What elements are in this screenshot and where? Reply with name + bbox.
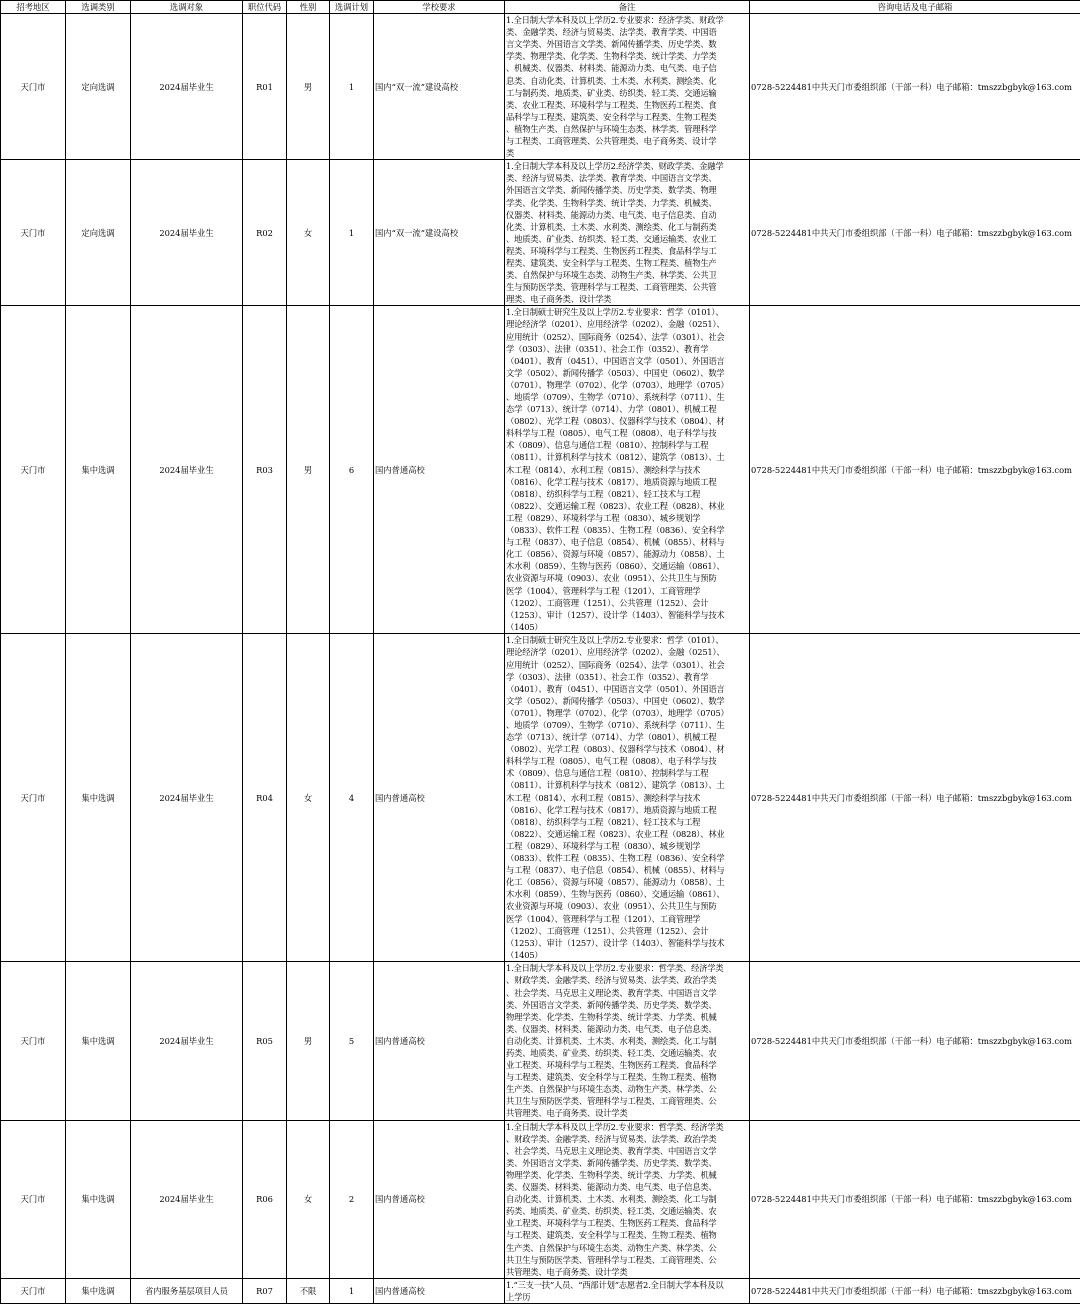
cell-category: 定向选调 [66,14,131,160]
cell-plan: 2 [330,1120,374,1278]
header-contact: 咨询电话及电子邮箱 [750,1,1080,14]
cell-region: 天门市 [1,1120,66,1278]
cell-target: 2024届毕业生 [131,14,243,160]
cell-gender: 不限 [287,1278,330,1303]
header-target: 选调对象 [131,1,243,14]
cell-contact: 0728-5224481中共天门市委组织部（干部一科）电子邮箱：tmszzbgbyk@163.com [750,1120,1080,1278]
table-row [1,634,1080,962]
cell-notes: 1.全日制硕士研究生及以上学历2.专业要求：哲学（0101）、 理论经济学（0201）、应用经济学（0202）、金融（0251）、 应用统计（0252）、国际商务（0254）、法学（0301）、社会 学（0303）、法律（0351）、社会工作（0352）、教育学 （0401）、教育（0451）、中国语言文学（0501）、外国语言 文学（0502）、新闻传播学（0503）、中国史（0602）、数学 （0701）、物理学（0702）、化学（0703）、地理学（0705） 、地质学（0709）、生物学（0710）、系统科学（0711）、生 态学（0713）、统计学（0714）、力学（0801）、机械工程 （0802）、光学工程（0803）、仪器科学与技术（0804）、材 料科学与工程（0805）、电气工程（0808）、电子科学与技 术（0809）、信息与通信工程（0810）、控制科学与工程 （0811）、计算机科学与技术（0812）、建筑学（0813）、土 木工程（0814）、水利工程（0815）、测绘科学与技术 （0816）、化学工程与技术（0817）、地质资源与地质工程 （0818）、纺织科学与工程（0821）、轻工技术与工程 （0822）、交通运输工程（0823）、农业工程（0828）、林业 工程（0829）、环境科学与工程（0830）、城乡规划学 （0833）、软件工程（0835）、生物工程（0836）、安全科学 与工程（0837）、电子信息（0854）、机械（0855）、材料与 化工（0856）、资源与环境（0857）、能源动力（0858）、土 木水利（0859）、生物与医药（0860）、交通运输（0861）、 农业资源与环境（0903）、农业（0951）、公共卫生与预防 医学（1004）、管理科学与工程（1201）、工商管理学 （1202）、工商管理（1251）、公共管理（1252）、会计 （1253）、审计（1257）、设计学（1403）、智能科学与技术 （1405） [505,634,750,962]
header-plan: 选调计划 [330,1,374,14]
cell-code: R01 [243,14,287,160]
cell-code: R02 [243,160,287,306]
cell-target: 2024届毕业生 [131,634,243,962]
cell-notes: 1.全日制大学本科及以上学历2.专业要求：哲学类、经济学类 、财政学类、金融学类、经济与贸易类、法学类、政治学类 、社会学类、马克思主义理论类、教育学类、中国语言文学 类、外国语言文学类、新闻传播学类、历史学类、数学类、 物理学类、化学类、生物科学类、统计学类、力学类、机械 类、仪器类、材料类、能源动力类、电气类、电子信息类、 自动化类、计算机类、土木类、水利类、测绘类、化工与制 药类、地质类、矿业类、纺织类、轻工类、交通运输类、农 业工程类、环境科学与工程类、生物医药工程类、食品科学 与工程类、建筑类、安全科学与工程类、生物工程类、植物 生产类、自然保护与环境生态类、动物生产类、林学类、公 共卫生与预防医学类、管理科学与工程类、工商管理类、公 共管理类、电子商务类、设计学类 [505,962,750,1120]
cell-plan: 1 [330,160,374,306]
cell-contact: 0728-5224481中共天门市委组织部（干部一科）电子邮箱：tmszzbgbyk@163.com [750,634,1080,962]
cell-school: 国内普通高校 [374,306,505,634]
cell-notes: 1.全日制大学本科及以上学历2.专业要求：经济学类、财政学 类、金融学类、经济与贸易类、法学类、教育学类、中国语 言文学类、外国语言文学类、新闻传播学类、历史学类、数 学类、物理学类、化学类、生物科学类、统计学类、力学类 、机械类、仪器类、材料类、能源动力类、电气类、电子信 息类、自动化类、计算机类、土木类、水利类、测绘类、化 工与制药类、地质类、矿业类、纺织类、轻工类、交通运输 类、农业工程类、环境科学与工程类、生物医药工程类、食 品科学与工程类、建筑类、安全科学与工程类、生物工程类 、植物生产类、自然保护与环境生态类、林学类、管理科学 与工程类、工商管理类、公共管理类、电子商务类、设计学 类 [505,14,750,160]
cell-code: R06 [243,1120,287,1278]
cell-gender: 男 [287,14,330,160]
header-notes: 备注 [505,1,750,14]
cell-code: R03 [243,306,287,634]
table-row [1,962,1080,1120]
header-category: 选调类别 [66,1,131,14]
cell-target: 省内服务基层项目人员 [131,1278,243,1303]
table-row [1,160,1080,306]
cell-gender: 男 [287,962,330,1120]
cell-notes: 1.全日制硕士研究生及以上学历2.专业要求：哲学（0101）、 理论经济学（0201）、应用经济学（0202）、金融（0251）、 应用统计（0252）、国际商务（0254）、法学（0301）、社会 学（0303）、法律（0351）、社会工作（0352）、教育学 （0401）、教育（0451）、中国语言文学（0501）、外国语言 文学（0502）、新闻传播学（0503）、中国史（0602）、数学 （0701）、物理学（0702）、化学（0703）、地理学（0705） 、地质学（0709）、生物学（0710）、系统科学（0711）、生 态学（0713）、统计学（0714）、力学（0801）、机械工程 （0802）、光学工程（0803）、仪器科学与技术（0804）、材 料科学与工程（0805）、电气工程（0808）、电子科学与技 术（0809）、信息与通信工程（0810）、控制科学与工程 （0811）、计算机科学与技术（0812）、建筑学（0813）、土 木工程（0814）、水利工程（0815）、测绘科学与技术 （0816）、化学工程与技术（0817）、地质资源与地质工程 （0818）、纺织科学与工程（0821）、轻工技术与工程 （0822）、交通运输工程（0823）、农业工程（0828）、林业 工程（0829）、环境科学与工程（0830）、城乡规划学 （0833）、软件工程（0835）、生物工程（0836）、安全科学 与工程（0837）、电子信息（0854）、机械（0855）、材料与 化工（0856）、资源与环境（0857）、能源动力（0858）、土 木水利（0859）、生物与医药（0860）、交通运输（0861）、 农业资源与环境（0903）、农业（0951）、公共卫生与预防 医学（1004）、管理科学与工程（1201）、工商管理学 （1202）、工商管理（1251）、公共管理（1252）、会计 （1253）、审计（1257）、设计学（1403）、智能科学与技术 （1405） [505,306,750,634]
cell-category: 定向选调 [66,160,131,306]
cell-school: 国内普通高校 [374,1278,505,1303]
cell-category: 集中选调 [66,1120,131,1278]
cell-region: 天门市 [1,634,66,962]
cell-school: 国内普通高校 [374,962,505,1120]
cell-plan: 6 [330,306,374,634]
table-row [1,1278,1080,1303]
cell-school: 国内普通高校 [374,634,505,962]
cell-contact: 0728-5224481中共天门市委组织部（干部一科）电子邮箱：tmszzbgbyk@163.com [750,1278,1080,1303]
cell-target: 2024届毕业生 [131,1120,243,1278]
cell-gender: 女 [287,1120,330,1278]
cell-school: 国内普通高校 [374,1120,505,1278]
cell-target: 2024届毕业生 [131,962,243,1120]
cell-category: 集中选调 [66,634,131,962]
cell-target: 2024届毕业生 [131,306,243,634]
cell-gender: 女 [287,634,330,962]
cell-code: R07 [243,1278,287,1303]
cell-region: 天门市 [1,1278,66,1303]
cell-category: 集中选调 [66,306,131,634]
cell-plan: 1 [330,1278,374,1303]
cell-contact: 0728-5224481中共天门市委组织部（干部一科）电子邮箱：tmszzbgbyk@163.com [750,14,1080,160]
cell-region: 天门市 [1,962,66,1120]
cell-gender: 男 [287,306,330,634]
cell-category: 集中选调 [66,962,131,1120]
cell-region: 天门市 [1,160,66,306]
cell-contact: 0728-5224481中共天门市委组织部（干部一科）电子邮箱：tmszzbgbyk@163.com [750,306,1080,634]
cell-category: 集中选调 [66,1278,131,1303]
table-row [1,306,1080,634]
cell-code: R05 [243,962,287,1120]
cell-target: 2024届毕业生 [131,160,243,306]
cell-notes: 1.全日制大学本科及以上学历2.经济学类、财政学类、金融学 类、经济与贸易类、法学类、教育学类、中国语言文学类、 外国语言文学类、新闻传播学类、历史学类、数学类、物理 学类、化学类、生物科学类、统计学类、力学类、机械类、 仪器类、材料类、能源动力类、电气类、电子信息类、自动 化类、计算机类、土木类、水利类、测绘类、化工与制药类 、地质类、矿业类、纺织类、轻工类、交通运输类、农业工 程类、环境科学与工程类、生物医药工程类、食品科学与工 程类、建筑类、安全科学与工程类、生物工程类、植物生产 类、自然保护与环境生态类、动物生产类、林学类、公共卫 生与预防医学类、管理科学与工程类、工商管理类、公共管 理类、电子商务类、设计学类 [505,160,750,306]
cell-contact: 0728-5224481中共天门市委组织部（干部一科）电子邮箱：tmszzbgbyk@163.com [750,160,1080,306]
cell-notes: 1.全日制大学本科及以上学历2.专业要求：哲学类、经济学类 、财政学类、金融学类、经济与贸易类、法学类、政治学类 、社会学类、马克思主义理论类、教育学类、中国语言文学 类、外国语言文学类、新闻传播学类、历史学类、数学类、 物理学类、化学类、生物科学类、统计学类、力学类、机械 类、仪器类、材料类、能源动力类、电气类、电子信息类、 自动化类、计算机类、土木类、水利类、测绘类、化工与制 药类、地质类、矿业类、纺织类、轻工类、交通运输类、农 业工程类、环境科学与工程类、生物医药工程类、食品科学 与工程类、建筑类、安全科学与工程类、生物工程类、植物 生产类、自然保护与环境生态类、动物生产类、林学类、公 共卫生与预防医学类、管理科学与工程类、工商管理类、公 共管理类、电子商务类、设计学类 [505,1120,750,1278]
cell-plan: 4 [330,634,374,962]
header-region: 招考地区 [1,1,66,14]
cell-notes: 1.“三支一扶”人员、“西部计划”志愿者2.全日制大学本科及以 上学历 [505,1278,750,1303]
header-gender: 性别 [287,1,330,14]
table-row [1,14,1080,160]
table-row [1,1120,1080,1278]
cell-gender: 女 [287,160,330,306]
header-row [1,1,1080,14]
header-school: 学校要求 [374,1,505,14]
cell-school: 国内“双一流”建设高校 [374,14,505,160]
cell-region: 天门市 [1,14,66,160]
cell-code: R04 [243,634,287,962]
cell-region: 天门市 [1,306,66,634]
cell-plan: 1 [330,14,374,160]
cell-plan: 5 [330,962,374,1120]
header-code: 职位代码 [243,1,287,14]
cell-school: 国内“双一流”建设高校 [374,160,505,306]
cell-contact: 0728-5224481中共天门市委组织部（干部一科）电子邮箱：tmszzbgbyk@163.com [750,962,1080,1120]
